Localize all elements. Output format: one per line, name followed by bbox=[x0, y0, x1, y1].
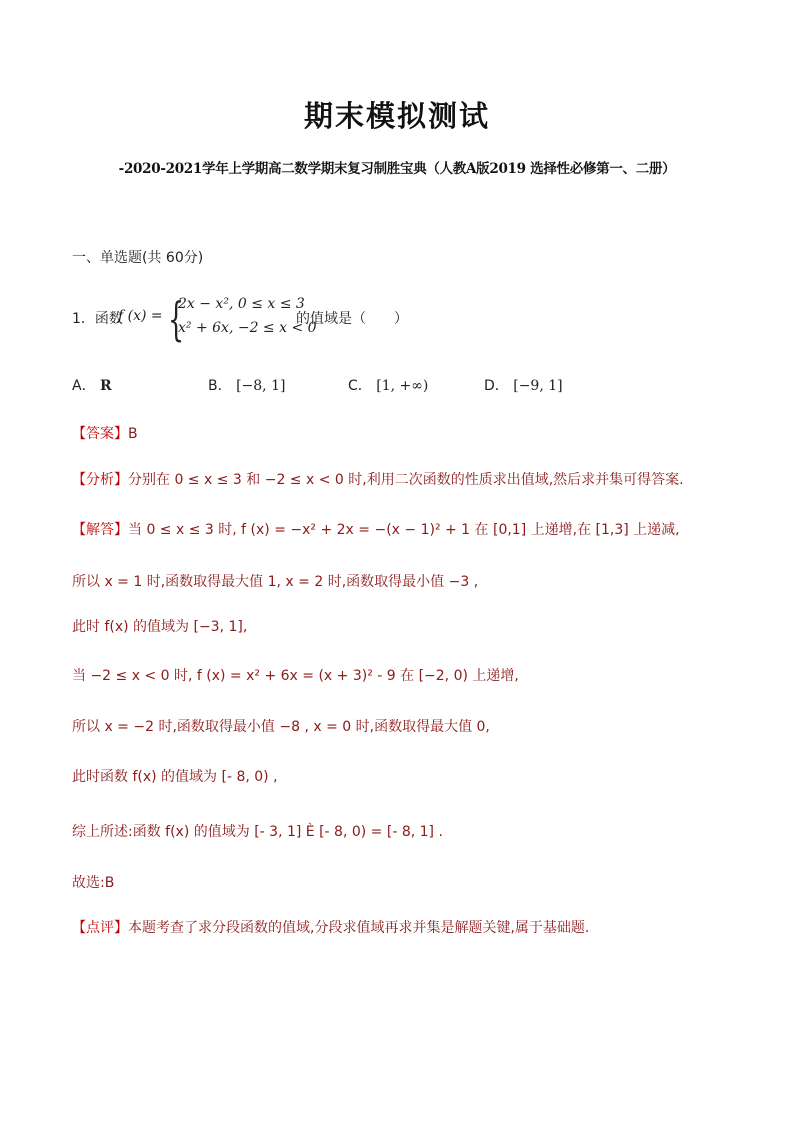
option-label: B． bbox=[208, 378, 232, 394]
analysis-tag: 【分析】 bbox=[72, 472, 128, 488]
analysis-text: 分别在 0 ≤ x ≤ 3 和 −2 ≤ x < 0 时,利用二次函数的性质求出值域,然后求并集可得答案. bbox=[128, 472, 684, 488]
option-value: R bbox=[100, 378, 112, 394]
option-value: [−8, 1] bbox=[236, 378, 286, 394]
solution-line-1 bbox=[72, 520, 680, 540]
option-c bbox=[348, 375, 428, 395]
solution-line-8: 故选:B bbox=[72, 875, 115, 891]
comment-text: 本题考查了求分段函数的值域,分段求值域再求并集是解题关键,属于基础题. bbox=[128, 920, 590, 936]
option-label: D． bbox=[484, 378, 509, 394]
solution-line-4: 当 −2 ≤ x < 0 时, f (x) = x² + 6x = (x + 3)² - 9 在 [−2, 0) 上递增, bbox=[72, 668, 519, 684]
piecewise-case-1: 2x − x², 0 ≤ x ≤ 3 bbox=[178, 296, 305, 312]
solution-line-2: 所以 x = 1 时,函数取得最大值 1, x = 2 时,函数取得最小值 −3 , bbox=[72, 574, 479, 590]
comment-line bbox=[72, 918, 589, 938]
option-d bbox=[484, 375, 563, 395]
answer-tag: 【答案】 bbox=[72, 426, 128, 442]
document-title: 期末模拟测试 bbox=[303, 99, 490, 133]
option-value: [−9, 1] bbox=[513, 378, 563, 394]
comment-tag: 【点评】 bbox=[72, 920, 128, 936]
question-tail: 的值域是（ ） bbox=[296, 311, 408, 327]
question-number: 1．函数 bbox=[72, 311, 123, 327]
solution-line-6: 此时函数 f(x) 的值域为 [- 8, 0) , bbox=[72, 769, 278, 785]
piecewise-brace: { bbox=[168, 292, 185, 346]
answer-line bbox=[72, 424, 138, 444]
option-b bbox=[208, 375, 285, 395]
piecewise-case-2: x² + 6x, −2 ≤ x < 0 bbox=[178, 320, 317, 336]
solution-tag: 【解答】 bbox=[72, 522, 128, 538]
document-subtitle: -2020-2021学年上学期高二数学期末复习制胜宝典（人教A版2019 选择性必修第一、二册） bbox=[118, 161, 676, 177]
option-label: A． bbox=[72, 378, 96, 394]
solution-line-5: 所以 x = −2 时,函数取得最小值 −8 , x = 0 时,函数取得最大值 0, bbox=[72, 719, 490, 735]
solution-text: 当 0 ≤ x ≤ 3 时, f (x) = −x² + 2x = −(x − 1)² + 1 在 [0,1] 上递增,在 [1,3] 上递减, bbox=[128, 522, 680, 538]
option-value: [1, +∞) bbox=[376, 378, 429, 394]
option-label: C． bbox=[348, 378, 372, 394]
section-heading: 一、单选题(共 60分) bbox=[72, 250, 204, 266]
question-function: f (x) = bbox=[118, 308, 163, 324]
solution-line-7: 综上所述:函数 f(x) 的值域为 [- 3, 1] È [- 8, 0) = [- 8, 1] . bbox=[72, 824, 443, 840]
answer-text: B bbox=[128, 426, 138, 442]
analysis-line bbox=[72, 470, 684, 490]
option-a bbox=[72, 375, 112, 395]
solution-line-3: 此时 f(x) 的值域为 [−3, 1], bbox=[72, 619, 248, 635]
